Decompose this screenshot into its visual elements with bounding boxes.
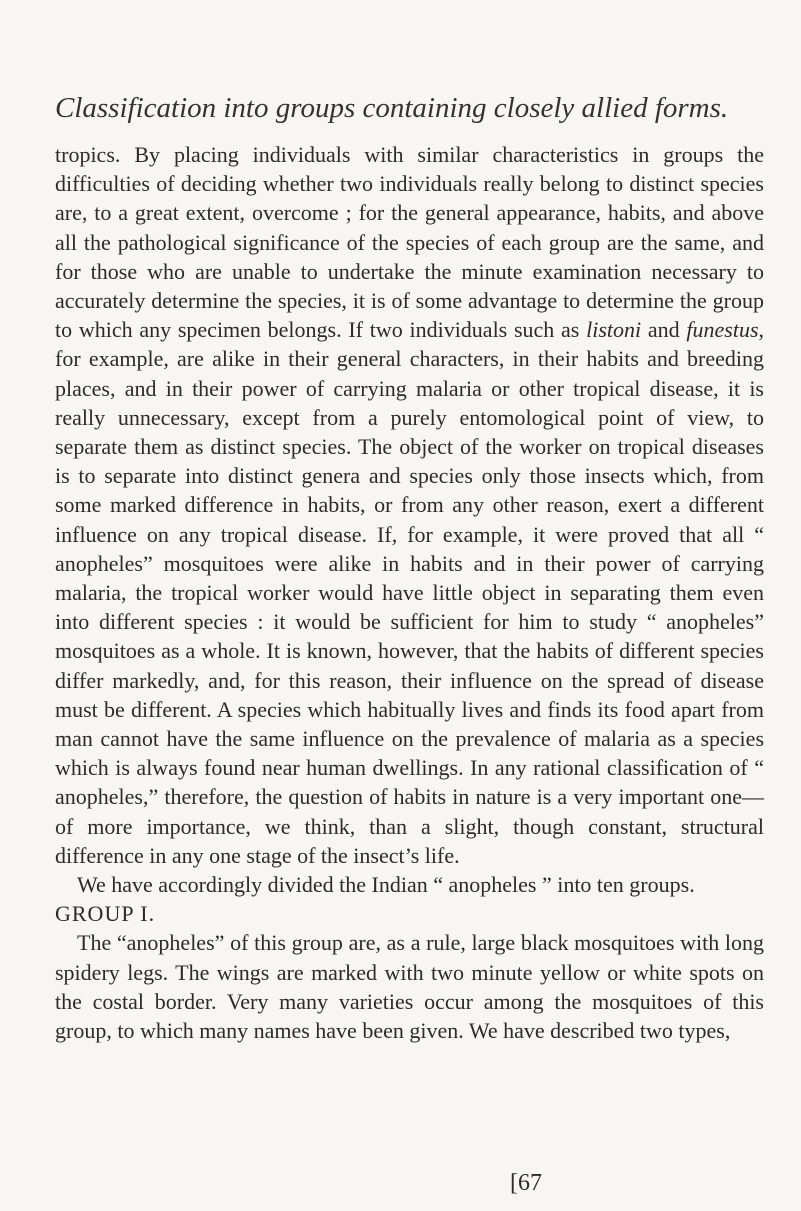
- paragraph-1-part-2: and: [641, 317, 687, 343]
- paragraph-2: We have accordingly divided the Indian “ anopheles ” into ten groups.: [77, 872, 695, 898]
- species-name-funestus: funestus: [686, 317, 759, 343]
- species-name-listoni: listoni: [586, 317, 642, 343]
- paragraph-1-part-1: tropics. By placing individuals with similar characteristics in groups the difficulties of deciding whether two individuals really belong to distinct species are, to a great extent, overcome ; for the general appearance, habits, and above all the pathological significance of the species of each group are the same, and for those who are unable to undertake the minute examination necessary to accurately determine the species, it is of some advantage to determine the group to which any specimen belongs. If two individuals such as: [55, 142, 764, 343]
- page-number: [67: [510, 1170, 542, 1196]
- body-text: [55, 140, 764, 1045]
- running-head: Classification into groups containing closely allied forms.: [55, 92, 729, 124]
- paragraph-1-part-3: , for example, are alike in their general characters, in their habits and breeding places, and in their power of carrying malaria or other tropical disease, it is really unnecessary, except from a purely entomological point of view, to separate them as distinct species. The object of the worker on tropical diseases is to separate into distinct genera and species only those insects which, from some marked difference in habits, or from any other reason, exert a different influence on any tropical disease. If, for example, it were proved that all “ anopheles” mosquitoes were alike in habits and in their power of carrying malaria, the tropical worker would have little object in separating them even into different species : it would be sufficient for him to study “ anopheles” mosquitoes as a whole. It is known, however, that the habits of different species differ markedly, and, for this reason, their influence on the spread of disease must be different. A species which habitually lives and finds its food apart from man cannot have the same influence on the prevalence of malaria as a species which is always found near human dwellings. In any rational classification of “ anopheles,” therefore, the question of habits in nature is a very important one—of more importance, we think, than a slight, though constant, structural difference in any one stage of the insect’s life.: [55, 317, 765, 868]
- group-heading: GROUP I.: [55, 901, 156, 927]
- paragraph-3: The “anopheles” of this group are, as a rule, large black mosquitoes with long spidery legs. The wings are marked with two minute yellow or white spots on the costal border. Very many varieties occur among the mosquitoes of this group, to which many names have been given. We have described two types,: [55, 930, 764, 1044]
- paragraph-1: [55, 140, 764, 870]
